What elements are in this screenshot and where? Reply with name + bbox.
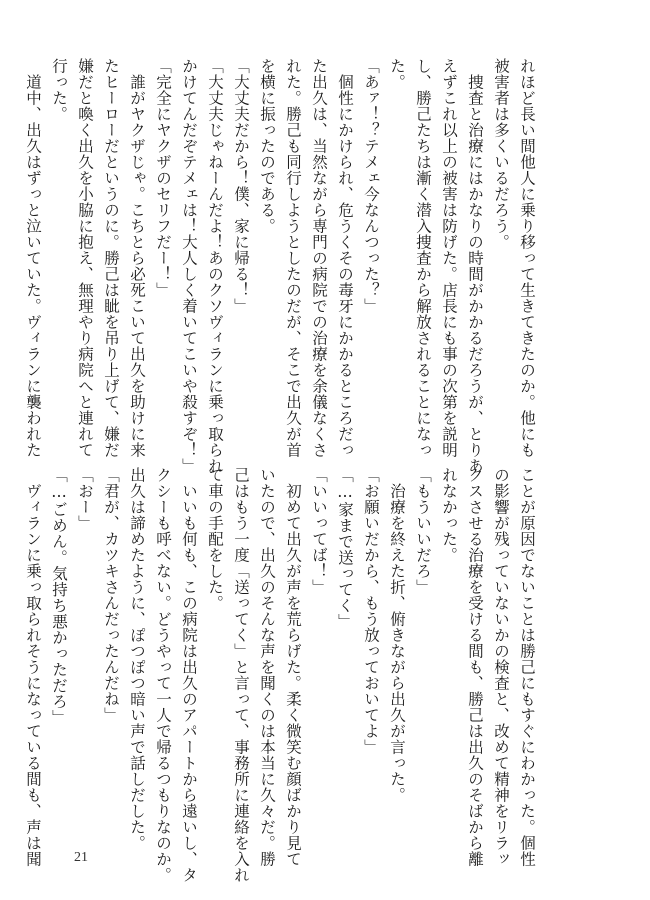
text-column: たヒーローだというのに。勝己は眦を吊り上げて、嫌だ <box>102 58 120 458</box>
upper-text-block <box>20 58 540 474</box>
text-column: 「…ごめん。気持ち悪かっただろ」 <box>50 467 68 726</box>
text-column: 「もういいだろ」 <box>414 467 432 595</box>
text-column: クシーも呼べない。どうやって一人で帰るつもりなのか。 <box>154 467 172 883</box>
text-column: いたので、出久のそんな声を聞くのは本当に久々だ。勝 <box>258 467 276 867</box>
text-column: 道中、出久はずっと泣いていた。ヴィランに襲われた <box>24 58 42 458</box>
text-column: 誰がヤクザじゃ。こちとら必死こいて出久を助けに来 <box>128 58 146 458</box>
text-column: 初めて出久が声を荒らげた。柔く微笑む顔ばかり見て <box>284 467 302 867</box>
text-column: 「大丈夫だから！僕、家に帰る！」 <box>232 58 250 314</box>
text-column: 「いいってば！」 <box>310 467 328 595</box>
text-column: クスさせる治療を受ける間も、勝己は出久のそばから離 <box>466 467 484 867</box>
text-column: 行った。 <box>50 58 68 122</box>
text-column: た出久は、当然ながら専門の病院での治療を余儀なくさ <box>310 58 328 458</box>
text-column: 「完全にヤクザのセリフだー！」 <box>154 58 172 298</box>
text-column: て車の手配をした。 <box>206 467 224 611</box>
text-column: 「おー」 <box>76 467 94 531</box>
text-column: 「…家まで送ってく」 <box>336 467 354 630</box>
text-column: 被害者は多くいるだろう。 <box>492 58 510 250</box>
text-column: れなかった。 <box>440 467 458 563</box>
text-column: 嫌だと喚く出久を小脇に抱え、無理やり病院へと連れて <box>76 58 94 458</box>
text-column: を横に振ったのである。 <box>258 58 276 234</box>
text-column: 個性にかけられ、危うくその毒牙にかかるところだっ <box>336 58 354 458</box>
text-column: 出久は諦めたように、ぽつぽつ暗い声で話しだした。 <box>128 467 146 851</box>
text-column: 「君が、カツキさんだったんだね」 <box>102 467 120 723</box>
text-column: 捜査と治療にはかなりの時間がかかるだろうが、とりあ <box>466 58 484 474</box>
text-column: ことが原因でないことは勝己にもすぐにわかった。個性 <box>518 467 536 867</box>
text-column: の影響が残っていないかの検査と、改めて精神をリラッ <box>492 467 510 867</box>
text-column: れた。勝己も同行しようとしたのだが、そこで出久が首 <box>284 58 302 458</box>
text-column: いいも何も、この病院は出久のアパートから遠いし、タ <box>180 467 198 883</box>
text-column: 己はもう一度「送ってく」と言って、事務所に連絡を入れ <box>232 467 250 883</box>
page-number: 21 <box>74 850 88 865</box>
text-column: ヴィランに乗っ取られそうになっている間も、声は聞 <box>24 467 42 867</box>
text-column: 治療を終えた折、俯きながら出久が言った。 <box>388 467 406 803</box>
text-column: し、勝己たちは漸く潜入捜査から解放されることになっ <box>414 58 432 458</box>
text-column: れほど長い間他人に乗り移って生きてきたのか。他にも <box>518 58 536 458</box>
text-column: かけてんだぞテメェは！大人しく着いてこいや殺すぞ！」 <box>180 58 198 474</box>
text-column: 「大丈夫じゃねーんだよ！あのクソヴィランに乗っ取られ <box>206 58 224 474</box>
text-column: えずこれ以上の被害は防げた。店長にも事の次第を説明 <box>440 58 458 458</box>
text-column: 「あァ！？テメェ今なんつった？」 <box>362 58 380 314</box>
text-column: た。 <box>388 58 406 90</box>
text-column: 「お願いだから、もう放っておいてよ」 <box>362 467 380 755</box>
